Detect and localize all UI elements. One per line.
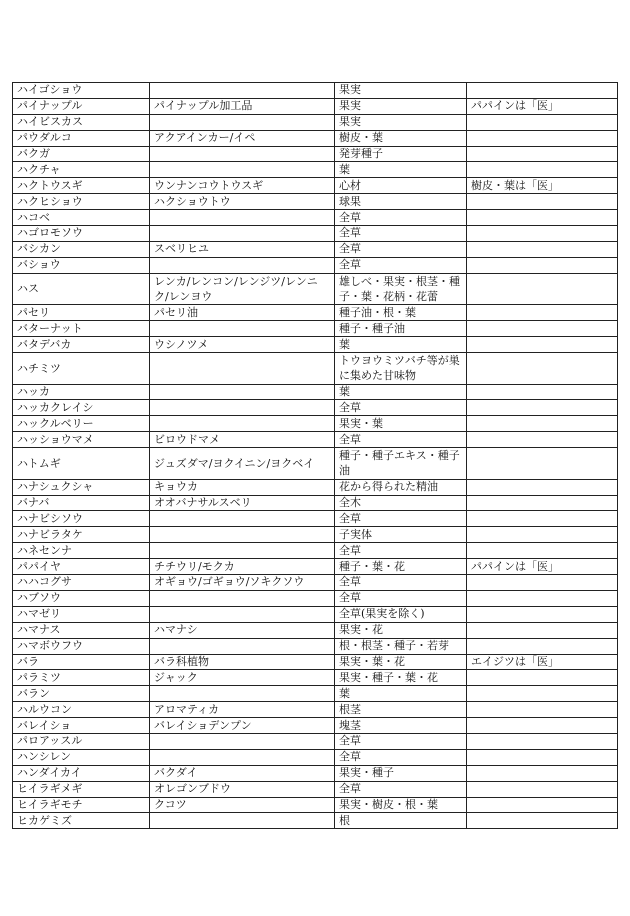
plant-alias-cell [150,257,335,273]
plant-part-cell: 果実・種子・葉・花 [335,670,467,686]
plant-note-cell [467,416,618,432]
plant-name-cell: バショウ [13,257,150,273]
plant-alias-cell [150,321,335,337]
table-row [13,622,618,638]
plant-note-cell [467,622,618,638]
table-row [13,718,618,734]
plant-part-cell: 全草 [335,543,467,559]
plant-part-cell: 全草 [335,400,467,416]
plant-name-cell: ハナビラタケ [13,527,150,543]
plant-alias-cell [150,749,335,765]
table-row [13,479,618,495]
plant-alias-cell [150,813,335,829]
plant-note-cell [467,765,618,781]
plant-name-cell: バレイショ [13,718,150,734]
plant-part-cell: 全草(果実を除く) [335,606,467,622]
plant-alias-cell: チチウリ/モクカ [150,559,335,575]
plant-part-cell: 花から得られた精油 [335,479,467,495]
plant-alias-cell [150,226,335,242]
plant-part-cell: 全草 [335,749,467,765]
plant-note-cell [467,226,618,242]
plant-name-cell: パセリ [13,305,150,321]
plant-part-cell: 全草 [335,733,467,749]
plant-part-cell: 全草 [335,575,467,591]
plant-name-cell: ハックルベリー [13,416,150,432]
table-row [13,670,618,686]
plant-table [12,82,618,829]
table-row [13,781,618,797]
table-row [13,638,618,654]
plant-name-cell: パイナップル [13,98,150,114]
plant-part-cell: 全草 [335,226,467,242]
plant-part-cell: 全草 [335,590,467,606]
table-row [13,400,618,416]
table-row [13,797,618,813]
plant-alias-cell [150,638,335,654]
plant-note-cell [467,146,618,162]
plant-name-cell: バラ [13,654,150,670]
plant-name-cell: ハッカクレイシ [13,400,150,416]
plant-note-cell [467,479,618,495]
plant-note-cell [467,527,618,543]
plant-alias-cell [150,590,335,606]
plant-part-cell: 子実体 [335,527,467,543]
plant-alias-cell: ウシノツメ [150,337,335,353]
plant-name-cell: ハコベ [13,210,150,226]
table-row [13,130,618,146]
plant-note-cell [467,448,618,480]
plant-note-cell [467,321,618,337]
plant-part-cell: 根 [335,813,467,829]
plant-part-cell: 果実・樹皮・根・葉 [335,797,467,813]
plant-alias-cell: スベリヒユ [150,241,335,257]
table-row [13,226,618,242]
plant-note-cell [467,194,618,210]
plant-part-cell: 根・根茎・種子・若芽 [335,638,467,654]
table-row [13,162,618,178]
plant-name-cell: ハゴロモソウ [13,226,150,242]
plant-part-cell: 全草 [335,432,467,448]
plant-note-cell [467,781,618,797]
plant-alias-cell: ジュズダマ/ヨクイニン/ヨクベイ [150,448,335,480]
plant-part-cell: 葉 [335,384,467,400]
plant-note-cell [467,686,618,702]
plant-name-cell: ハチミツ [13,352,150,384]
plant-part-cell: 樹皮・葉 [335,130,467,146]
table-row [13,210,618,226]
plant-part-cell: 全草 [335,241,467,257]
plant-part-cell: 全草 [335,511,467,527]
table-row [13,749,618,765]
table-row [13,654,618,670]
table-row [13,114,618,130]
plant-name-cell: ヒカゲミズ [13,813,150,829]
plant-alias-cell [150,114,335,130]
plant-name-cell: パパイヤ [13,559,150,575]
plant-note-cell [467,273,618,305]
plant-part-cell: 全草 [335,210,467,226]
plant-alias-cell: バラ科植物 [150,654,335,670]
plant-name-cell: バナバ [13,495,150,511]
plant-part-cell: トウヨウミツバチ等が巣に集めた甘味物 [335,352,467,384]
table-row [13,416,618,432]
plant-name-cell: バターナット [13,321,150,337]
plant-alias-cell: バレイショデンプン [150,718,335,734]
plant-note-cell [467,813,618,829]
plant-part-cell: 種子・種子油 [335,321,467,337]
plant-alias-cell [150,511,335,527]
plant-part-cell: 雄しべ・果実・根茎・種子・葉・花柄・花蕾 [335,273,467,305]
plant-part-cell: 果実 [335,98,467,114]
plant-part-cell: 果実 [335,83,467,99]
plant-name-cell: ハナビシソウ [13,511,150,527]
plant-part-cell: 発芽種子 [335,146,467,162]
plant-note-cell [467,670,618,686]
plant-name-cell: ハクトウスギ [13,178,150,194]
plant-alias-cell: ハクショウトウ [150,194,335,210]
plant-note-cell [467,495,618,511]
plant-alias-cell: オギョウ/ゴギョウ/ソキクソウ [150,575,335,591]
plant-alias-cell [150,384,335,400]
plant-alias-cell [150,416,335,432]
table-row [13,606,618,622]
plant-alias-cell [150,606,335,622]
plant-name-cell: ハネセンナ [13,543,150,559]
plant-note-cell: パパインは「医」 [467,559,618,575]
table-row [13,575,618,591]
plant-note-cell [467,575,618,591]
table-row [13,495,618,511]
plant-table-body [13,83,618,829]
plant-name-cell: ヒイラギメギ [13,781,150,797]
table-row [13,194,618,210]
plant-name-cell: ハルウコン [13,702,150,718]
plant-name-cell: パラミツ [13,670,150,686]
table-row [13,321,618,337]
table-row [13,257,618,273]
plant-name-cell: ハイゴショウ [13,83,150,99]
table-row [13,352,618,384]
plant-alias-cell: パセリ油 [150,305,335,321]
plant-name-cell: ハナシュクシャ [13,479,150,495]
plant-alias-cell: アロマティカ [150,702,335,718]
plant-name-cell: ハンシレン [13,749,150,765]
plant-alias-cell: ジャック [150,670,335,686]
plant-note-cell: パパインは「医」 [467,98,618,114]
table-row [13,543,618,559]
plant-part-cell: 葉 [335,686,467,702]
table-row [13,305,618,321]
plant-part-cell: 心材 [335,178,467,194]
table-row [13,559,618,575]
plant-note-cell: 樹皮・葉は「医」 [467,178,618,194]
plant-alias-cell: レンカ/レンコン/レンジツ/レンニク/レンヨウ [150,273,335,305]
plant-alias-cell [150,210,335,226]
table-row [13,590,618,606]
table-row [13,527,618,543]
table-row [13,83,618,99]
plant-alias-cell: ビロウドマメ [150,432,335,448]
plant-alias-cell [150,686,335,702]
plant-alias-cell [150,527,335,543]
plant-part-cell: 種子・種子エキス・種子油 [335,448,467,480]
plant-alias-cell [150,162,335,178]
plant-alias-cell: ウンナンコウトウスギ [150,178,335,194]
plant-note-cell [467,733,618,749]
table-row [13,384,618,400]
table-row [13,432,618,448]
plant-name-cell: パロアッスル [13,733,150,749]
plant-name-cell: ハハコグサ [13,575,150,591]
table-row [13,686,618,702]
plant-note-cell [467,352,618,384]
plant-part-cell: 種子・葉・花 [335,559,467,575]
table-row [13,765,618,781]
plant-name-cell: ハトムギ [13,448,150,480]
plant-name-cell: ハマボウフウ [13,638,150,654]
plant-part-cell: 種子油・根・葉 [335,305,467,321]
plant-name-cell: ハマナス [13,622,150,638]
plant-alias-cell [150,83,335,99]
plant-name-cell: ハッショウマメ [13,432,150,448]
table-row [13,448,618,480]
plant-part-cell: 果実・種子 [335,765,467,781]
plant-name-cell: ハブソウ [13,590,150,606]
plant-part-cell: 根茎 [335,702,467,718]
plant-note-cell [467,797,618,813]
plant-name-cell: ハクヒショウ [13,194,150,210]
table-row [13,702,618,718]
plant-note-cell [467,210,618,226]
table-row [13,337,618,353]
plant-part-cell: 葉 [335,337,467,353]
plant-alias-cell: クコツ [150,797,335,813]
plant-note-cell [467,432,618,448]
table-row [13,98,618,114]
plant-alias-cell [150,733,335,749]
plant-name-cell: パウダルコ [13,130,150,146]
plant-part-cell: 全木 [335,495,467,511]
plant-part-cell: 葉 [335,162,467,178]
table-row [13,146,618,162]
plant-note-cell [467,590,618,606]
plant-alias-cell: ハマナシ [150,622,335,638]
plant-name-cell: ハッカ [13,384,150,400]
plant-note-cell [467,241,618,257]
plant-note-cell [467,83,618,99]
plant-note-cell [467,638,618,654]
plant-name-cell: ハス [13,273,150,305]
plant-note-cell [467,305,618,321]
plant-alias-cell [150,352,335,384]
table-row [13,733,618,749]
plant-alias-cell: パイナップル加工品 [150,98,335,114]
plant-note-cell: エイジツは「医」 [467,654,618,670]
plant-note-cell [467,702,618,718]
plant-name-cell: ハンダイカイ [13,765,150,781]
plant-name-cell: ヒイラギモチ [13,797,150,813]
plant-name-cell: ハクチャ [13,162,150,178]
table-row [13,813,618,829]
plant-alias-cell: バクダイ [150,765,335,781]
plant-alias-cell [150,146,335,162]
plant-note-cell [467,511,618,527]
plant-alias-cell: アクアインカー/イペ [150,130,335,146]
plant-alias-cell [150,543,335,559]
plant-note-cell [467,543,618,559]
table-row [13,273,618,305]
plant-part-cell: 球果 [335,194,467,210]
plant-alias-cell: オオバナサルスベリ [150,495,335,511]
plant-note-cell [467,718,618,734]
plant-note-cell [467,384,618,400]
plant-note-cell [467,749,618,765]
plant-part-cell: 果実・葉・花 [335,654,467,670]
plant-name-cell: バタデバカ [13,337,150,353]
plant-note-cell [467,337,618,353]
plant-part-cell: 果実・花 [335,622,467,638]
plant-alias-cell: キョウカ [150,479,335,495]
plant-alias-cell: オレゴンブドウ [150,781,335,797]
plant-name-cell: ハイビスカス [13,114,150,130]
plant-part-cell: 全草 [335,781,467,797]
table-row [13,178,618,194]
plant-part-cell: 塊茎 [335,718,467,734]
plant-part-cell: 果実・葉 [335,416,467,432]
plant-note-cell [467,606,618,622]
plant-note-cell [467,162,618,178]
plant-part-cell: 果実 [335,114,467,130]
plant-name-cell: バシカン [13,241,150,257]
plant-name-cell: バラン [13,686,150,702]
plant-note-cell [467,400,618,416]
plant-part-cell: 全草 [335,257,467,273]
table-row [13,241,618,257]
plant-name-cell: ハマゼリ [13,606,150,622]
plant-name-cell: バクガ [13,146,150,162]
plant-note-cell [467,130,618,146]
table-row [13,511,618,527]
plant-alias-cell [150,400,335,416]
plant-note-cell [467,114,618,130]
plant-note-cell [467,257,618,273]
